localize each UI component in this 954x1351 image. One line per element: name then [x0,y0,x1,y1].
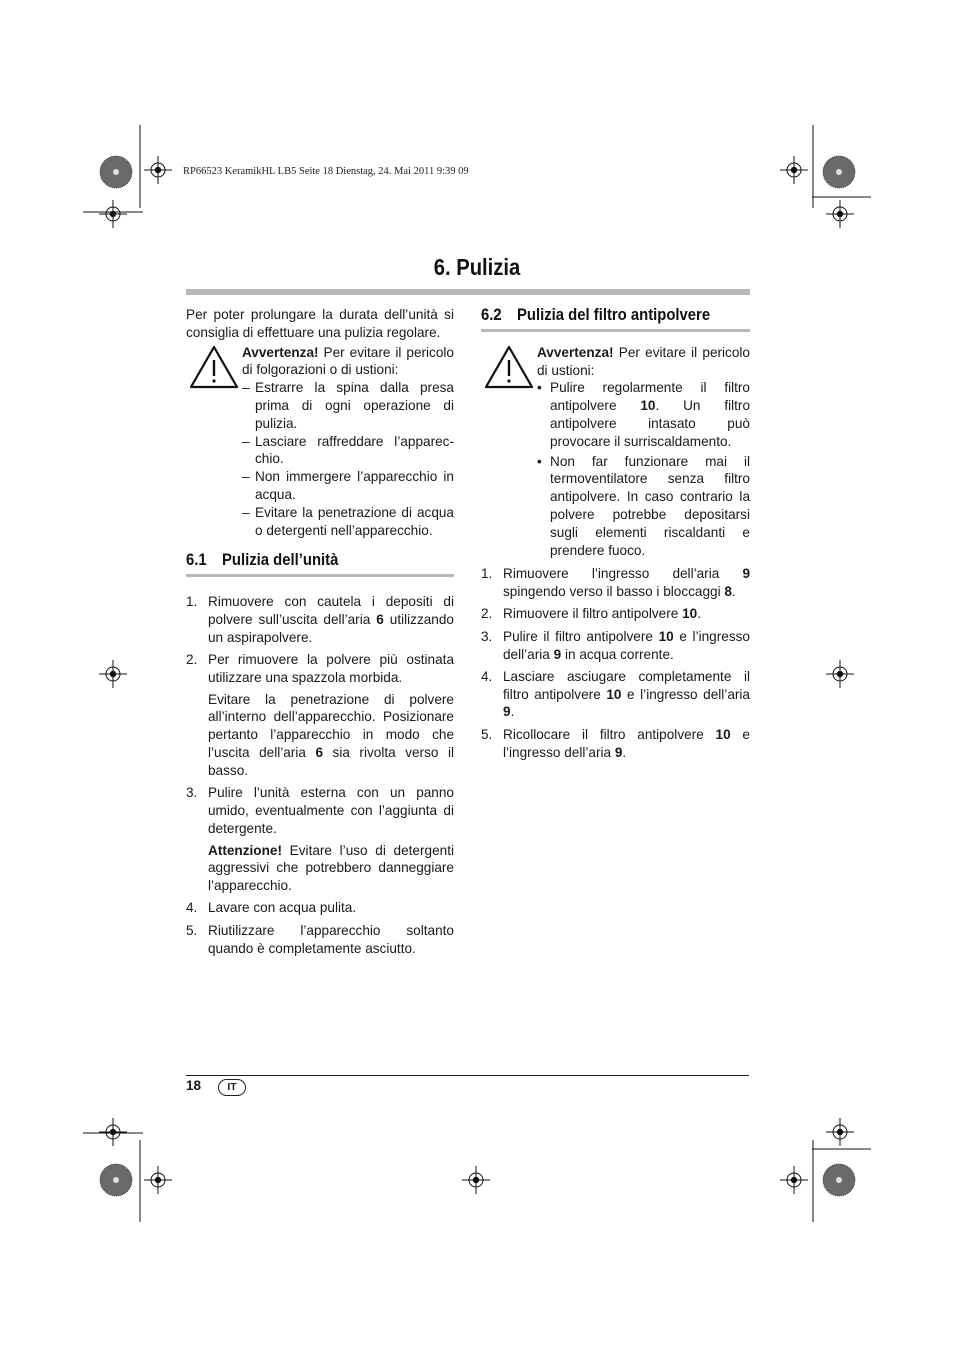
warning-label: Avvertenza! [242,344,319,360]
warning-triangle-icon [481,344,537,390]
language-badge: IT [218,1079,246,1096]
section-6-2-heading: 6.2 Pulizia del filtro antipolvere [481,307,750,332]
warning-label: Avvertenza! [537,344,614,360]
list-item: 5. Ricollocare il filtro antipolvere 10 e l’ingresso dell’aria 9. [481,726,750,760]
warning-triangle-icon [186,344,242,390]
print-slug: RP66523 KeramikHL LB5 Seite 18 Dienstag, 24. Mai 2011 9:39 09 [183,166,469,177]
section-6-1-heading: 6.1 Pulizia dell’unità [186,552,454,577]
warning-block [481,344,750,560]
footer-rule [186,1075,749,1076]
left-column [186,306,454,962]
warning-block [186,344,454,540]
list-item: 4. Lavare con acqua pulita. [186,900,357,916]
warning-item: – Lasciare raffreddare l’apparec-chio. [242,433,454,467]
list-item: 3. Pulire il filtro antipolvere 10 e l’ingresso dell’aria 9 in acqua corrente. [481,628,750,662]
list-item: 5. Riutilizzare l’apparecchio soltanto quando è completamente asciutto. [186,922,454,956]
title-rule [186,289,750,295]
page-number: 18 [186,1078,202,1093]
cleaning-steps-list [186,593,454,957]
section-rule [186,574,454,577]
list-item: 1. Rimuovere con cautela i depositi di polvere sull’uscita dell’aria 6 utilizzando un aspirapolvere. [186,594,454,645]
right-column [481,307,750,766]
list-item: 3. Pulire l’unità esterna con un panno umido, eventualmente con l’aggiunta di detergente. Attenzione! Evitare l’uso di detergenti aggressivi che potrebbero danneggiare l’apparecchio. [186,785,454,894]
warning-text: Per evitare il pericolo di folgorazioni o di ustioni: [242,344,454,378]
page-title: 6. Pulizia [433,254,521,280]
list-item: 2. Per rimuovere la polvere più ostinata utilizzare una spazzola morbida. Evitare la penetrazione di polvere all’interno dell’apparecchio. Posizionare pertanto l’apparecchio in modo che l’uscita dell’aria 6 sia rivolta verso il basso. [186,652,454,778]
filter-steps-list [481,565,750,761]
warning-item: • Pulire regolarmente il filtro antipolvere 10. Un filtro antipolvere intasato può provocare il surriscaldamento. [537,380,751,449]
warning-text: Per evitare il pericolo di ustioni: [537,344,750,378]
list-item: 2. Rimuovere il filtro antipolvere 10. [481,606,701,622]
warning-item: – Evitare la penetrazione di acqua o detergenti nell’apparecchio. [242,504,454,538]
warning-item: – Estrarre la spina dalla presa prima di ogni operazione di pulizia. [242,380,454,431]
list-item: 1. Rimuovere l’ingresso dell’aria 9 spingendo verso il basso i bloccaggi 8. [481,566,750,600]
intro-text: Per poter prolungare la durata dell’unità si consiglia di effettuare una pulizia regolare. [186,307,454,340]
section-rule [481,329,750,332]
list-item: 4. Lasciare asciugare completamente il filtro antipolvere 10 e l’ingresso dell’aria 9. [481,668,750,720]
warning-item: – Non immergere l’apparecchio in acqua. [242,469,454,502]
warning-item: • Non far funzionare mai il termoventilatore senza filtro antipolvere. In caso contrario la polvere potrebbe depositarsi sugli elementi riscaldanti e prendere fuoco. [537,453,750,558]
